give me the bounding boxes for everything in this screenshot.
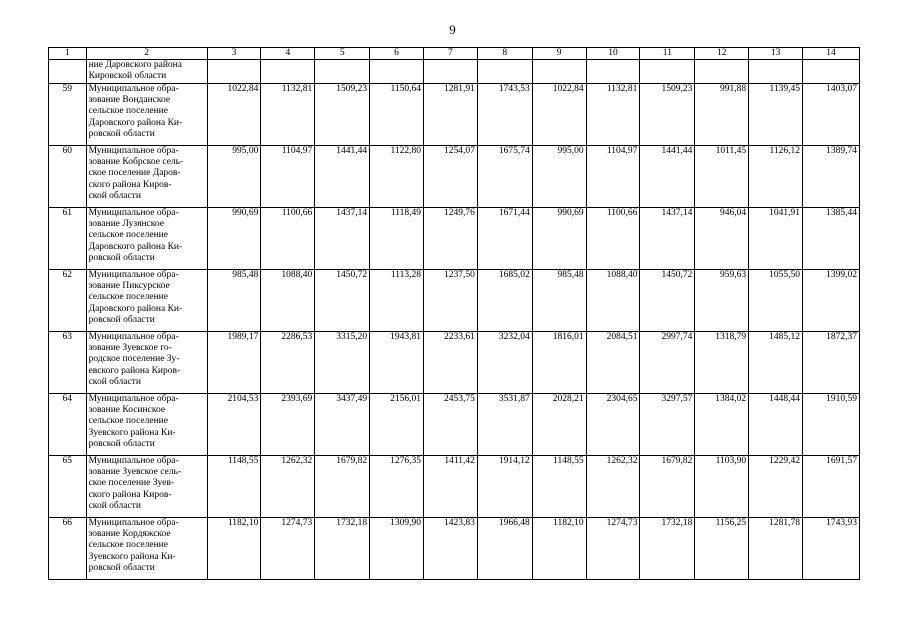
name-line: Муниципальное обра-	[88, 84, 179, 94]
name-line: Муниципальное обра-	[88, 518, 179, 528]
value-cell: 1088,40	[586, 270, 640, 332]
name-line: ровской области	[88, 128, 155, 139]
value-cell: 1385,44	[803, 208, 860, 270]
value-cell: 3297,57	[640, 394, 695, 456]
column-header: 3	[207, 48, 261, 60]
value-cell: 1103,90	[695, 456, 749, 518]
value-cell	[640, 60, 695, 84]
municipality-name-cell	[86, 518, 207, 580]
row-number-cell	[49, 60, 87, 84]
value-cell: 995,00	[532, 146, 586, 208]
value-cell: 1399,02	[803, 270, 860, 332]
row-number-cell: 60	[49, 146, 87, 208]
column-header: 7	[423, 48, 477, 60]
name-line: Даровского района Ки-	[88, 241, 183, 252]
name-line: сельское поселение	[88, 416, 168, 427]
value-cell: 1943,81	[370, 332, 424, 394]
name-line: ние Даровского района	[88, 60, 182, 70]
column-header: 6	[370, 48, 424, 60]
table-header	[49, 48, 860, 60]
value-cell: 1148,55	[207, 456, 261, 518]
column-header: 5	[315, 48, 370, 60]
column-header: 2	[86, 48, 207, 60]
value-cell: 1679,82	[640, 456, 695, 518]
name-line: Зуевского района Ки-	[88, 427, 176, 438]
row-number-cell: 66	[49, 518, 87, 580]
value-cell: 1113,28	[370, 270, 424, 332]
municipality-name-cell	[86, 208, 207, 270]
value-cell: 1437,14	[315, 208, 370, 270]
value-cell: 1437,14	[640, 208, 695, 270]
municipality-name-cell	[86, 270, 207, 332]
row-number-cell: 59	[49, 84, 87, 146]
value-cell: 1448,44	[749, 394, 803, 456]
value-cell: 3232,04	[477, 332, 532, 394]
value-cell: 990,69	[532, 208, 586, 270]
row-number-cell: 62	[49, 270, 87, 332]
value-cell: 1011,45	[695, 146, 749, 208]
value-cell: 1150,64	[370, 84, 424, 146]
value-cell: 1450,72	[640, 270, 695, 332]
value-cell: 2453,75	[423, 394, 477, 456]
value-cell: 1914,12	[477, 456, 532, 518]
table-row	[49, 84, 860, 146]
row-number-cell: 61	[49, 208, 87, 270]
value-cell	[423, 60, 477, 84]
value-cell: 1309,90	[370, 518, 424, 580]
value-cell: 1685,02	[477, 270, 532, 332]
value-cell: 1148,55	[532, 456, 586, 518]
column-header: 9	[532, 48, 586, 60]
column-header: 4	[261, 48, 315, 60]
value-cell: 1132,81	[261, 84, 315, 146]
value-cell	[532, 60, 586, 84]
name-line: сельское поселение	[88, 292, 168, 303]
value-cell: 985,48	[207, 270, 261, 332]
value-cell: 995,00	[207, 146, 261, 208]
value-cell: 1691,57	[803, 456, 860, 518]
value-cell: 1732,18	[640, 518, 695, 580]
value-cell: 1732,18	[315, 518, 370, 580]
value-cell: 1262,32	[586, 456, 640, 518]
table-row	[49, 208, 860, 270]
value-cell	[477, 60, 532, 84]
value-cell: 1281,91	[423, 84, 477, 146]
name-line: ровской области	[88, 314, 155, 325]
value-cell	[315, 60, 370, 84]
name-line: Муниципальное обра-	[88, 456, 179, 466]
name-line: сельское поселение	[88, 106, 168, 117]
value-cell: 1318,79	[695, 332, 749, 394]
value-cell: 1104,97	[261, 146, 315, 208]
value-cell: 985,48	[532, 270, 586, 332]
table-row	[49, 270, 860, 332]
value-cell: 946,04	[695, 208, 749, 270]
name-line: зование Пиксурское	[88, 281, 170, 292]
name-line: ровской области	[88, 438, 155, 449]
value-cell: 1139,45	[749, 84, 803, 146]
name-line: Зуевского района Ки-	[88, 551, 176, 562]
value-cell: 3437,49	[315, 394, 370, 456]
name-line: ской области	[88, 376, 141, 387]
value-cell: 1441,44	[315, 146, 370, 208]
column-header: 14	[803, 48, 860, 60]
value-cell: 2028,21	[532, 394, 586, 456]
municipality-name-cell	[86, 84, 207, 146]
municipality-name-cell	[86, 456, 207, 518]
column-header: 11	[640, 48, 695, 60]
value-cell	[749, 60, 803, 84]
table-row	[49, 394, 860, 456]
name-line: родское поселение Зу-	[88, 354, 180, 365]
value-cell: 1182,10	[532, 518, 586, 580]
municipality-name-cell	[86, 60, 207, 84]
table-body	[49, 60, 860, 580]
column-header: 8	[477, 48, 532, 60]
value-cell	[695, 60, 749, 84]
value-cell: 1229,42	[749, 456, 803, 518]
value-cell: 1441,44	[640, 146, 695, 208]
value-cell: 1274,73	[261, 518, 315, 580]
value-cell: 1450,72	[315, 270, 370, 332]
name-line: Даровского района Ки-	[88, 117, 183, 128]
name-line: ское поселение Зуев-	[88, 478, 174, 489]
column-header: 1	[49, 48, 87, 60]
name-line: евского района Киров-	[88, 365, 181, 376]
name-line: Муниципальное обра-	[88, 208, 179, 218]
row-number-cell: 64	[49, 394, 87, 456]
value-cell: 2997,74	[640, 332, 695, 394]
value-cell: 2304,65	[586, 394, 640, 456]
value-cell: 2286,53	[261, 332, 315, 394]
name-line: Муниципальное обра-	[88, 394, 179, 404]
value-cell: 1254,07	[423, 146, 477, 208]
value-cell: 1989,17	[207, 332, 261, 394]
name-line: ской области	[88, 190, 141, 201]
name-line: Муниципальное обра-	[88, 270, 179, 280]
name-line: Муниципальное обра-	[88, 146, 179, 156]
continuation-row	[49, 60, 860, 84]
municipality-name-cell	[86, 332, 207, 394]
value-cell: 1156,25	[695, 518, 749, 580]
value-cell: 1276,35	[370, 456, 424, 518]
name-line: зование Кобрское сель-	[88, 157, 184, 168]
row-number-cell: 65	[49, 456, 87, 518]
column-header: 13	[749, 48, 803, 60]
value-cell: 1403,07	[803, 84, 860, 146]
value-cell: 1104,97	[586, 146, 640, 208]
table-row	[49, 146, 860, 208]
value-cell: 1022,84	[532, 84, 586, 146]
name-line: Муниципальное обра-	[88, 332, 179, 342]
value-cell: 2393,69	[261, 394, 315, 456]
value-cell: 1423,83	[423, 518, 477, 580]
name-line: ского района Киров-	[88, 179, 172, 190]
value-cell: 1389,74	[803, 146, 860, 208]
value-cell: 1249,76	[423, 208, 477, 270]
column-header: 12	[695, 48, 749, 60]
table-row	[49, 456, 860, 518]
municipality-name-cell	[86, 394, 207, 456]
name-line: ское поселение Даров-	[88, 168, 181, 179]
value-cell: 1743,93	[803, 518, 860, 580]
name-line: зование Зуевское го-	[88, 343, 172, 354]
name-line: Даровского района Ки-	[88, 303, 183, 314]
value-cell: 1237,50	[423, 270, 477, 332]
value-cell: 1055,50	[749, 270, 803, 332]
value-cell: 2084,51	[586, 332, 640, 394]
name-line: Кировской области	[88, 71, 167, 82]
value-cell	[207, 60, 261, 84]
name-line: зование Зуевское сель-	[88, 467, 182, 478]
value-cell: 1743,53	[477, 84, 532, 146]
value-cell: 1100,66	[261, 208, 315, 270]
value-cell: 1100,66	[586, 208, 640, 270]
value-cell: 1675,74	[477, 146, 532, 208]
value-cell: 2233,61	[423, 332, 477, 394]
value-cell: 1126,12	[749, 146, 803, 208]
tariff-table	[48, 47, 860, 580]
header-row	[49, 48, 860, 60]
value-cell: 1041,91	[749, 208, 803, 270]
value-cell: 1088,40	[261, 270, 315, 332]
value-cell	[586, 60, 640, 84]
value-cell: 2104,53	[207, 394, 261, 456]
value-cell: 1384,02	[695, 394, 749, 456]
name-line: ровской области	[88, 252, 155, 263]
row-number-cell: 63	[49, 332, 87, 394]
value-cell: 1679,82	[315, 456, 370, 518]
value-cell	[370, 60, 424, 84]
name-line: сельское поселение	[88, 540, 168, 551]
value-cell: 1872,37	[803, 332, 860, 394]
name-line: зование Косинское	[88, 405, 166, 416]
value-cell: 1132,81	[586, 84, 640, 146]
name-line: ровской области	[88, 562, 155, 573]
value-cell: 1182,10	[207, 518, 261, 580]
value-cell	[803, 60, 860, 84]
name-line: ского района Киров-	[88, 489, 172, 500]
name-line: зование Лузянское	[88, 219, 164, 230]
table-row	[49, 518, 860, 580]
value-cell: 2156,01	[370, 394, 424, 456]
name-line: сельское поселение	[88, 230, 168, 241]
name-line: зование Вонданское	[88, 95, 171, 106]
value-cell: 3531,87	[477, 394, 532, 456]
value-cell: 959,63	[695, 270, 749, 332]
page-number: 9	[449, 22, 456, 37]
municipality-name-cell	[86, 146, 207, 208]
value-cell: 1816,01	[532, 332, 586, 394]
value-cell: 1671,44	[477, 208, 532, 270]
value-cell: 1411,42	[423, 456, 477, 518]
value-cell: 1509,23	[640, 84, 695, 146]
value-cell: 1485,12	[749, 332, 803, 394]
value-cell: 1910,59	[803, 394, 860, 456]
value-cell: 1262,32	[261, 456, 315, 518]
value-cell: 1122,80	[370, 146, 424, 208]
value-cell: 3315,20	[315, 332, 370, 394]
name-line: ской области	[88, 500, 141, 511]
value-cell: 1966,48	[477, 518, 532, 580]
name-line: зование Кордяжское	[88, 529, 171, 540]
value-cell: 990,69	[207, 208, 261, 270]
value-cell: 1281,78	[749, 518, 803, 580]
value-cell	[261, 60, 315, 84]
value-cell: 1509,23	[315, 84, 370, 146]
value-cell: 1274,73	[586, 518, 640, 580]
value-cell: 1022,84	[207, 84, 261, 146]
table-row	[49, 332, 860, 394]
value-cell: 1118,49	[370, 208, 424, 270]
value-cell: 991,88	[695, 84, 749, 146]
column-header: 10	[586, 48, 640, 60]
